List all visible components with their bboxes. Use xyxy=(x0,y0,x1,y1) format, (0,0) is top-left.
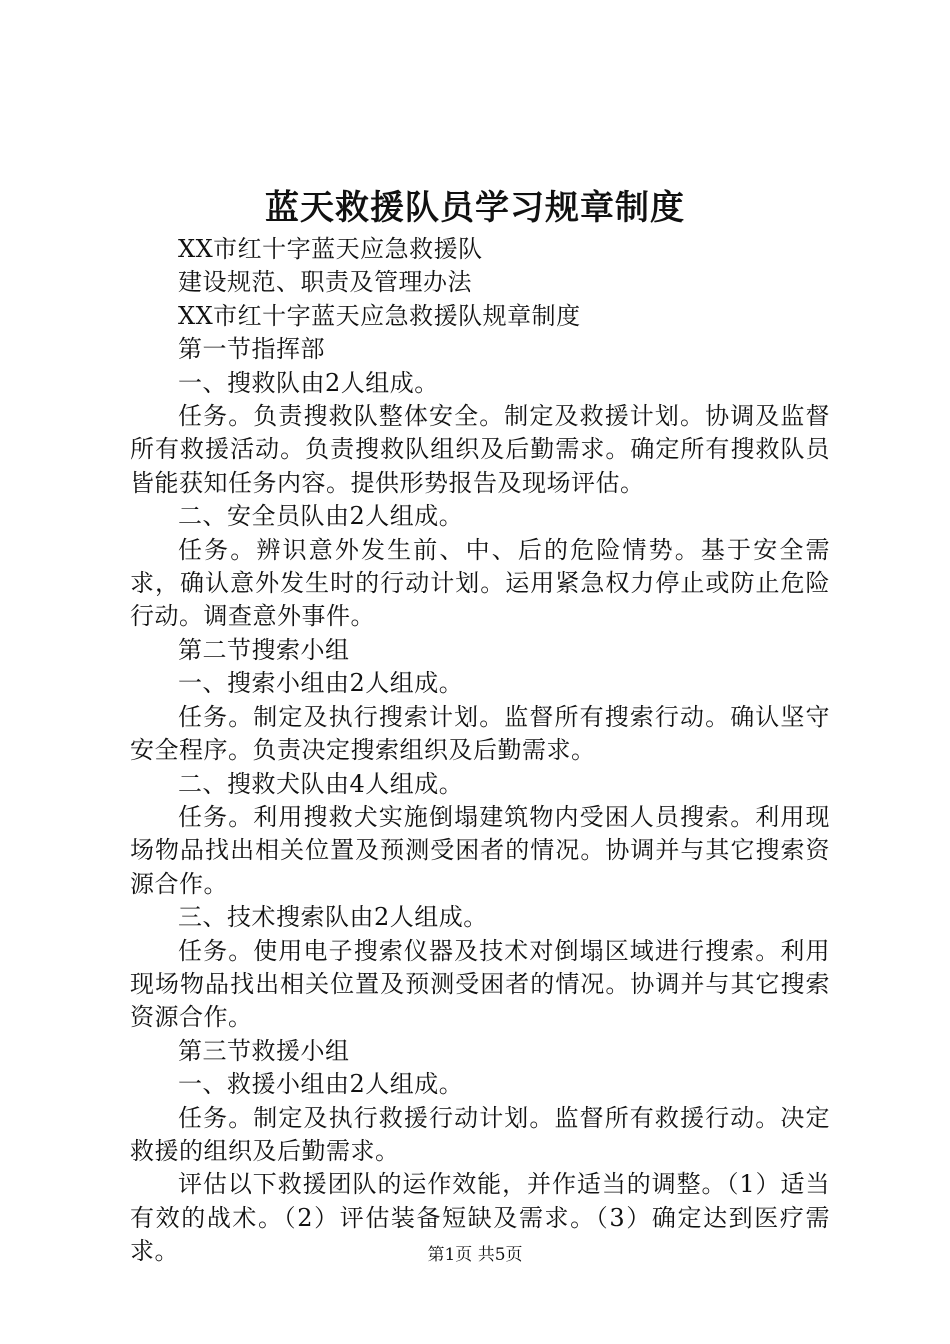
paragraph-rules-heading: XX市红十字蓝天应急救援队规章制度 xyxy=(178,301,581,330)
paragraph-item: 二、搜救犬队由4人组成。 xyxy=(178,769,464,798)
paragraph-evaluation: 评估以下救援团队的运作效能，并作适当的调整。（1）适当有效的战术。（2）评估装备短缺及需求。（3）确定达到医疗需求。 xyxy=(130,1170,830,1266)
paragraph-org-name: XX市红十字蓝天应急救援队 xyxy=(178,235,483,263)
section-heading-command: 第一节指挥部 xyxy=(178,335,325,364)
paragraph-task: 任务。负责搜救队整体安全。制定及救援计划。协调及监督所有救援活动。负责搜救队组织及后勤需求。确定所有搜救队员皆能获知任务内容。提供形势报告及现场评估。 xyxy=(130,402,830,497)
paragraph-item: 三、技术搜索队由2人组成。 xyxy=(178,903,488,932)
document-title: 蓝天救援队员学习规章制度 xyxy=(265,188,685,228)
paragraph-task: 任务。利用搜救犬实施倒塌建筑物内受困人员搜索。利用现场物品找出相关位置及预测受困者的情况。协调并与其它搜索资源合作。 xyxy=(130,802,830,898)
section-heading-search: 第二节搜索小组 xyxy=(178,635,350,664)
paragraph-item: 一、搜索小组由2人组成。 xyxy=(178,669,464,698)
paragraph-task: 任务。制定及执行搜索计划。监督所有搜索行动。确认坚守安全程序。负责决定搜索组织及后勤需求。 xyxy=(130,702,830,765)
paragraph-task: 任务。辨识意外发生前、中、后的危险情势。基于安全需求，确认意外发生时的行动计划。运用紧急权力停止或防止危险行动。调查意外事件。 xyxy=(130,535,830,631)
document-body xyxy=(130,233,830,1269)
paragraph-item: 一、救援小组由2人组成。 xyxy=(178,1070,464,1099)
paragraph-task: 任务。使用电子搜索仪器及技术对倒塌区域进行搜索。利用现场物品找出相关位置及预测受困者的情况。协调并与其它搜索资源合作。 xyxy=(130,936,830,1032)
paragraph-subtitle: 建设规范、职责及管理办法 xyxy=(178,268,472,297)
paragraph-task: 任务。制定及执行救援行动计划。监督所有救援行动。决定救援的组织及后勤需求。 xyxy=(130,1103,830,1165)
page-footer: 第1页 共5页 xyxy=(427,1245,523,1265)
section-heading-rescue: 第三节救援小组 xyxy=(178,1036,350,1065)
paragraph-item: 一、搜救队由2人组成。 xyxy=(178,368,439,397)
paragraph-item: 二、安全员队由2人组成。 xyxy=(178,502,464,531)
